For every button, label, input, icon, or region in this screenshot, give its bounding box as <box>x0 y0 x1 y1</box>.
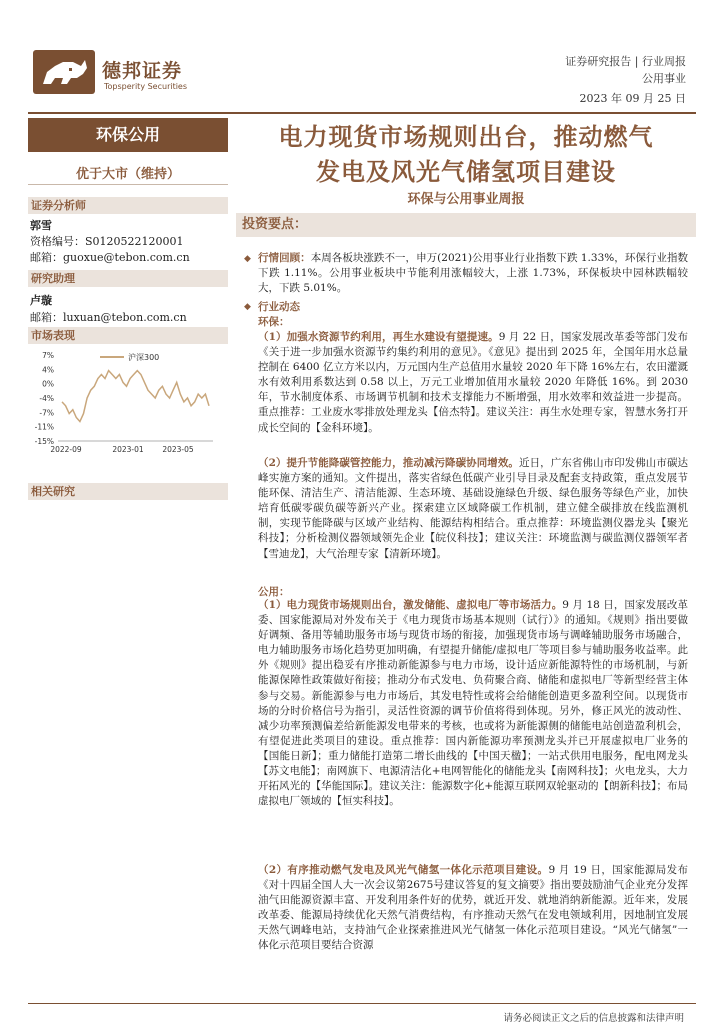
logo-text-en: Topsperity Securities <box>104 82 188 91</box>
market-review <box>258 251 688 296</box>
y-tick-label: 0% <box>42 379 54 389</box>
review-label: 行情回顾： <box>258 252 311 264</box>
sidebar-divider <box>28 184 228 185</box>
env1-text: 9 月 22 日，国家发展改革委等部门发布《关于进一步加强水资源节约集约利用的意见》。《意见》提出到 2025 年，全国年用水总量控制在 6400 亿立方米以内，万元国内生产总值用水量较 2020 年下降 16%左右，农田灌溉水有效利用系数达到 0.58 以上，万元工业增加值用水量较 2020 年降低 16%。到 2030 年，节水制度体系、市场调节机制和技术支撑能力不断增强，用水效率和效益进一步提高。重点推荐：工业废水零排放处理龙头【倍杰特】。建议关注：再生水处理专家，智慧水务打开成长空间的【金科环境】。 <box>258 331 688 434</box>
bull-logo-icon <box>33 50 95 94</box>
y-tick-label: -11% <box>34 422 54 432</box>
x-tick-label: 2023-05 <box>162 445 194 454</box>
bullet-icon: ◆ <box>244 254 251 264</box>
util-label: 公用： <box>258 586 290 598</box>
report-title-line1: 电力现货市场规则出台，推动燃气 <box>278 122 654 151</box>
footer-disclaimer: 请务必阅读正文之后的信息披露和法律声明 <box>503 1013 684 1024</box>
analyst-cert: 资格编号：S0120522120001 <box>30 235 184 248</box>
env1-title: （1）加强水资源节约利用，再生水建设有望提速。 <box>258 331 499 343</box>
assistant-email[interactable]: 邮箱：luxuan@tebon.com.cn <box>30 311 187 324</box>
util2-title: （2）有序推动燃气发电及风光气储氢一体化示范项目建设。 <box>258 864 549 876</box>
report-subtitle: 环保与公用事业周报 <box>407 192 525 207</box>
review-text: 本周各板块涨跌不一，申万(2021)公用事业行业指数下跌 1.33%，环保行业指数下跌 1.11%。公用事业板块中节能利用涨幅较大，上涨 1.73%，环保板块中园林跌幅较大，下跌 5.01%。 <box>258 252 689 295</box>
report-type: 证券研究报告 | 行业周报 <box>565 55 686 68</box>
company-logo <box>33 50 95 94</box>
series-line-hs300 <box>62 371 209 422</box>
x-tick-label: 2023-01 <box>112 445 144 454</box>
util1-title: （1）电力现货市场规则出台，激发储能、虚拟电厂等市场活力。 <box>258 599 563 611</box>
related-heading: 相关研究 <box>28 483 228 500</box>
y-tick-label: -15% <box>34 437 54 446</box>
sector-label: 环保公用 <box>28 118 228 152</box>
util-item-1 <box>258 598 688 809</box>
logo-text-cn: 德邦证券 <box>102 60 183 82</box>
legend-label: 沪深300 <box>128 353 160 362</box>
industry-label: 公用事业 <box>642 72 686 85</box>
analyst-heading: 证券分析师 <box>28 197 228 214</box>
analyst-email[interactable]: 邮箱：guoxue@tebon.com.cn <box>30 251 190 264</box>
y-tick-label: -4% <box>39 394 54 403</box>
market-chart-svg <box>28 345 228 457</box>
y-tick-label: 4% <box>42 365 54 375</box>
y-tick-label: -7% <box>39 408 54 418</box>
env-item-2 <box>258 456 688 562</box>
report-title-line2: 发电及风光气储氢项目建设 <box>316 157 616 186</box>
util2-text: 9 月 19 日，国家能源局发布《对十四届全国人大一次会议第2675号建议答复的复文摘要》指出要鼓励油气企业充分发挥油气田能源资源丰富、开发利用条件好的优势，就近开发、就地消纳新能源。近年来，发展改革委、能源局持续优化天然气消费结构，有序推动天然气在发电领域利用，因地制宜发展天然气调峰电站，支持油气企业探索推进风光气储氢一体化示范项目建设。“风光气储氢”一体化示范项目要结合资源 <box>258 864 688 952</box>
analyst-name: 郭雪 <box>30 219 52 232</box>
market-chart <box>28 345 228 457</box>
footer-divider <box>28 1003 696 1004</box>
header-divider <box>28 112 696 114</box>
env2-title: （2）提升节能降碳管控能力，推动减污降碳协同增效。 <box>258 457 519 469</box>
market-heading: 市场表现 <box>28 327 228 344</box>
trend-label: 行业动态 <box>258 301 300 313</box>
y-tick-label: 7% <box>42 351 54 360</box>
report-date: 2023 年 09 月 25 日 <box>579 92 686 105</box>
env-item-1 <box>258 330 688 436</box>
key-points-heading: 投资要点： <box>236 213 696 237</box>
x-tick-label: 2022-09 <box>50 445 82 454</box>
env2-text: 近日，广东省佛山市印发佛山市碳达峰实施方案的通知。文件提出，落实省绿色低碳产业引导目录及配套支持政策，重点发展节能环保、清洁生产、清洁能源、生态环境、基础设施绿色升级、绿色服务等绿色产业，加快培育低碳零碳负碳等新兴产业。探索建立区域降碳工作机制，建立健全碳排放在线监测机制，实现节能降碳与区域产业结构、能源结构相结合。重点推荐：环境监测仪器龙头【聚光科技】；分析检测仪器领域领先企业【皖仪科技】；建议关注：环境监测与碳监测仪器领军者【雪迪龙】，大气治理专家【清新环境】。 <box>258 457 689 560</box>
util-item-2 <box>258 863 688 954</box>
bullet-icon: ◆ <box>244 302 251 312</box>
assistant-heading: 研究助理 <box>28 270 228 287</box>
assistant-name: 卢璇 <box>30 294 52 307</box>
rating-label: 优于大市（维持） <box>75 167 180 182</box>
env-label: 环保： <box>258 316 290 328</box>
util1-text: 9 月 18 日，国家发展改革委、国家能源局对外发布关于《电力现货市场基本规则（试行）》的通知。《规则》指出要做好调频、备用等辅助服务市场与现货市场的衔接，加强现货市场与调峰辅助服务市场融合，电力辅助服务市场化趋势更加明确，有望提升储能/虚拟电厂等项目参与辅助服务收益率。此外《规则》提出稳妥有序推动新能源参与电力市场，设计适应新能源特性的市场机制，与新能源保障性政策做好衔接；推动分布式发电、负荷聚合商、储能和虚拟电厂等新型经营主体参与交易。新能源参与电力市场后，其发电特性或将会给储能创造更多盈利空间。以现货市场的分时价格信号为指引，灵活性资源的调节价值将得到体现。另外，修正风光的波动性、减少功率预测偏差给新能源发电带来的考核，也或将为新能源侧的储能电站创造盈利机会，有望促进此类项目的建设。重点推荐：国内新能源功率预测龙头并已开展虚拟电厂业务的【国能日新】；重力储能打造第二增长曲线的【中国天楹】；一站式供用电服务，配电网龙头【苏文电能】；南网旗下、电源清洁化+电网智能化的储能龙头【南网科技】；火电龙头，大力开拓风光的【华能国际】。建议关注：能源数字化+能源互联网双轮驱动的【朗新科技】；布局虚拟电厂领域的【恒实科技】。 <box>258 599 688 808</box>
